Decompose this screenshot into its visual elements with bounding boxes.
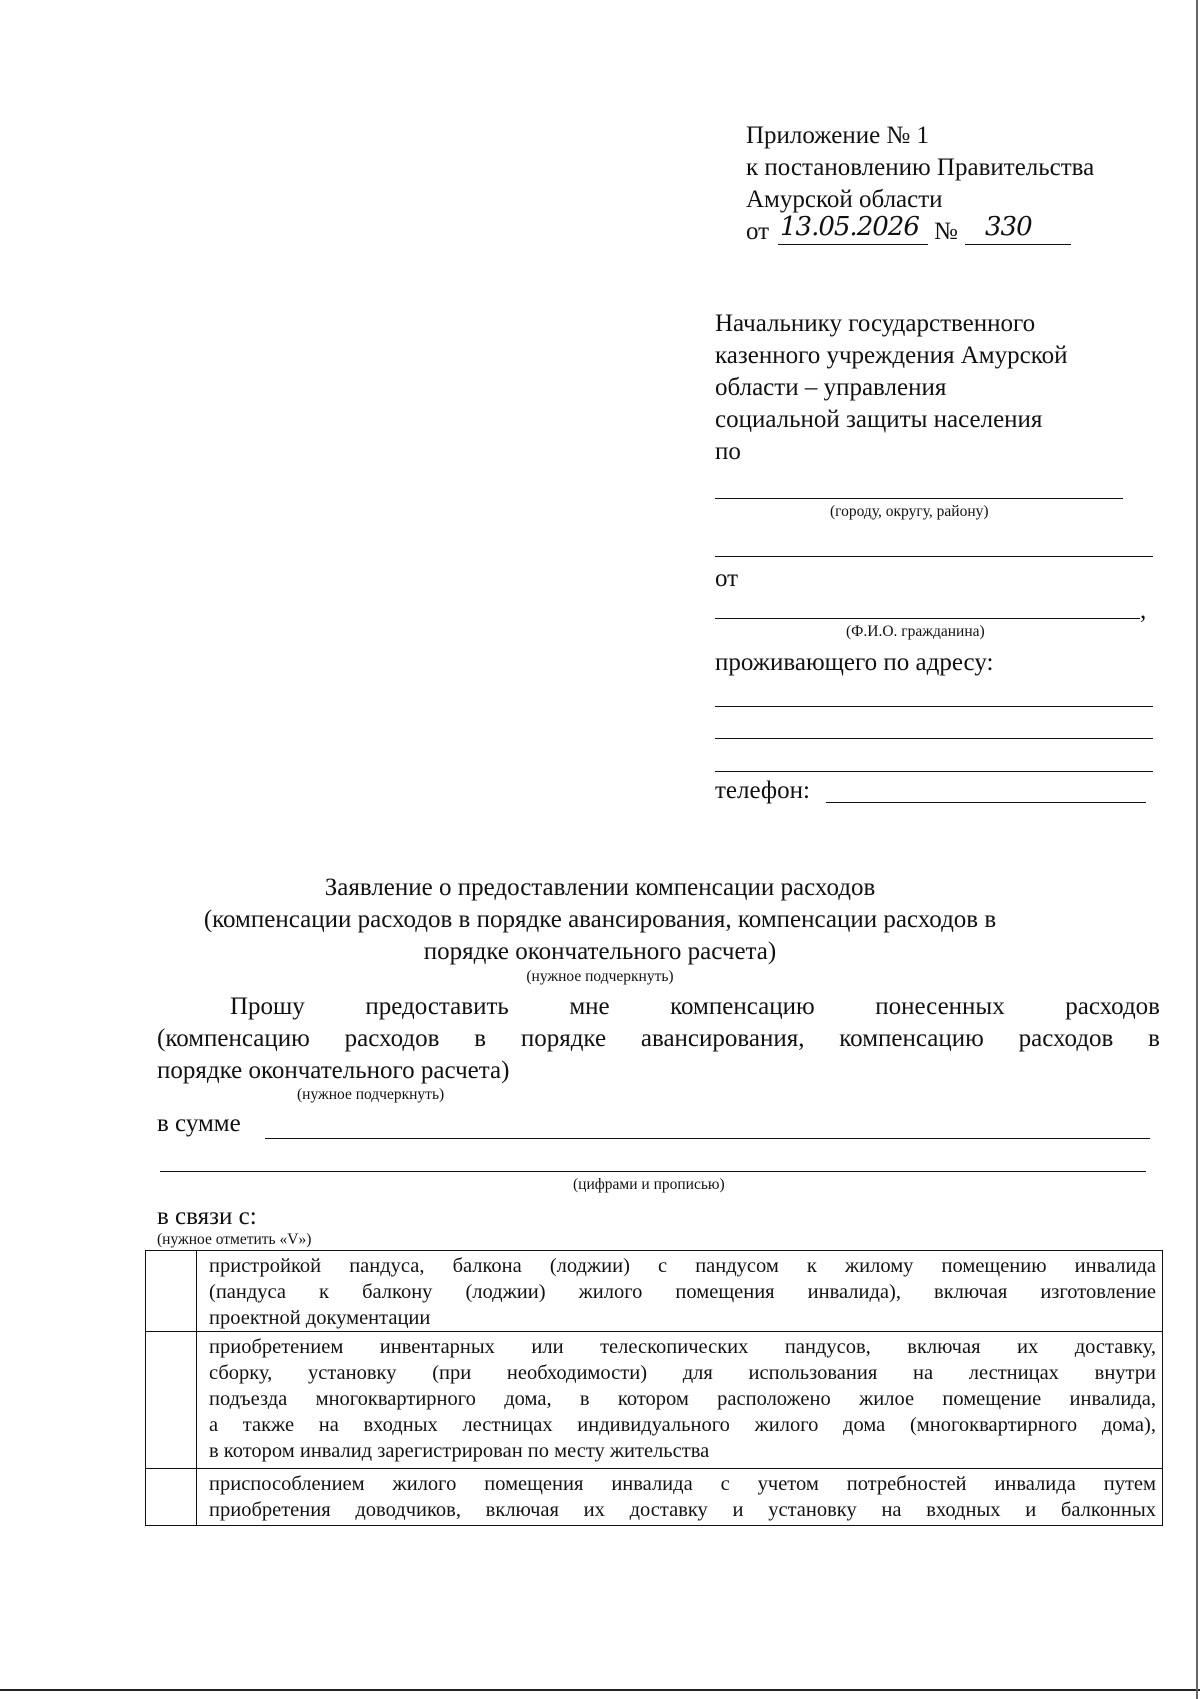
option-line: проектной документации	[209, 1307, 431, 1329]
statement-title-hint: (нужное подчеркнуть)	[526, 968, 674, 985]
reason-label: в связи с:	[157, 1203, 257, 1230]
option-text-ramp-construction	[197, 1251, 1163, 1332]
scan-right-edge	[1196, 0, 1198, 1699]
option-checkbox-portable-ramps[interactable]	[146, 1332, 197, 1469]
date-underline	[778, 244, 928, 245]
appendix-resolution-line: к постановлению Правительства	[746, 154, 1095, 181]
appendix-region-line: Амурской области	[746, 186, 943, 213]
address-label: проживающего по адресу:	[715, 649, 994, 676]
sum-hint: (цифрами и прописью)	[573, 1176, 725, 1193]
appendix-number-handwritten: 330	[985, 212, 1032, 242]
option-line: приобретением инвентарных или телескопических пандусов, включая их доставку,	[209, 1336, 1156, 1358]
option-line: в котором инвалид зарегистрирован по месту жительства	[209, 1440, 710, 1462]
address-field-line-1[interactable]	[715, 706, 1153, 707]
statement-title-line-2: (компенсации расходов в порядке авансирования, компенсации расходов в	[203, 906, 997, 933]
addressee-line-3: области – управления	[715, 374, 947, 401]
phone-label: телефон:	[715, 777, 810, 804]
reason-options-table	[145, 1250, 1163, 1526]
number-underline	[965, 244, 1071, 245]
scan-bottom-edge	[0, 1689, 1200, 1691]
from-label: от	[715, 565, 739, 592]
statement-body-line-2: (компенсацию расходов в порядке авансирования, компенсацию расходов в	[157, 1025, 1160, 1052]
address-field-line-3[interactable]	[715, 771, 1153, 772]
option-checkbox-door-closers[interactable]	[146, 1469, 197, 1526]
sum-label: в сумме	[157, 1110, 241, 1137]
option-line: приобретения доводчиков, включая их доставку и установку на входных и балконных	[209, 1499, 1156, 1521]
appendix-date-prefix: от	[746, 218, 770, 245]
addressee-line-5: по	[715, 438, 741, 465]
reason-hint: (нужное отметить «V»)	[157, 1231, 312, 1248]
appendix-title: Приложение № 1	[746, 122, 930, 149]
option-row	[146, 1332, 1163, 1469]
option-line: а также на входных лестницах индивидуального жилого дома (многоквартирного дома),	[209, 1414, 1156, 1436]
sum-field-line-2[interactable]	[160, 1171, 1146, 1172]
addressee-line-4: социальной защиты населения	[715, 406, 1043, 433]
option-line: подъезда многоквартирного дома, в котором расположено жилое помещение инвалида,	[209, 1388, 1156, 1410]
appendix-date-handwritten: 13.05.2026	[780, 212, 919, 242]
appendix-number-prefix: №	[934, 218, 958, 245]
option-text-portable-ramps	[197, 1332, 1163, 1469]
statement-title-line-1: Заявление о предоставлении компенсации расходов	[324, 874, 876, 901]
option-line: приспособлением жилого помещения инвалида с учетом потребностей инвалида путем	[209, 1473, 1156, 1495]
addressee-line-2: казенного учреждения Амурской	[715, 342, 1068, 369]
option-text-door-closers	[197, 1469, 1163, 1526]
sum-field-line-1[interactable]	[265, 1138, 1150, 1139]
option-line: сборку, установку (при необходимости) для использования на лестницах внутри	[209, 1362, 1156, 1384]
option-row	[146, 1251, 1163, 1332]
district-field-line-2[interactable]	[715, 556, 1153, 557]
statement-body-line-3: порядке окончательного расчета)	[157, 1057, 510, 1084]
fio-field-line[interactable]	[715, 618, 1140, 619]
option-checkbox-ramp-construction[interactable]	[146, 1251, 197, 1332]
option-line: пристройкой пандуса, балкона (лоджии) с пандусом к жилому помещению инвалида	[209, 1255, 1156, 1277]
district-field-line[interactable]	[715, 498, 1123, 499]
option-row	[146, 1469, 1163, 1526]
address-field-line-2[interactable]	[715, 738, 1153, 739]
addressee-line-1: Начальнику государственного	[715, 310, 1036, 337]
statement-body-hint: (нужное подчеркнуть)	[297, 1086, 445, 1103]
fio-comma: ,	[1140, 597, 1147, 624]
phone-field-line[interactable]	[826, 802, 1146, 803]
fio-hint: (Ф.И.О. гражданина)	[846, 623, 985, 640]
district-hint: (городу, округу, району)	[830, 503, 989, 520]
statement-title-line-3: порядке окончательного расчета)	[423, 938, 777, 965]
option-line: (пандуса к балкону (лоджии) жилого помещения инвалида), включая изготовление	[209, 1281, 1156, 1303]
statement-body-line-1: Прошу предоставить мне компенсацию понесенных расходов	[230, 993, 1160, 1020]
